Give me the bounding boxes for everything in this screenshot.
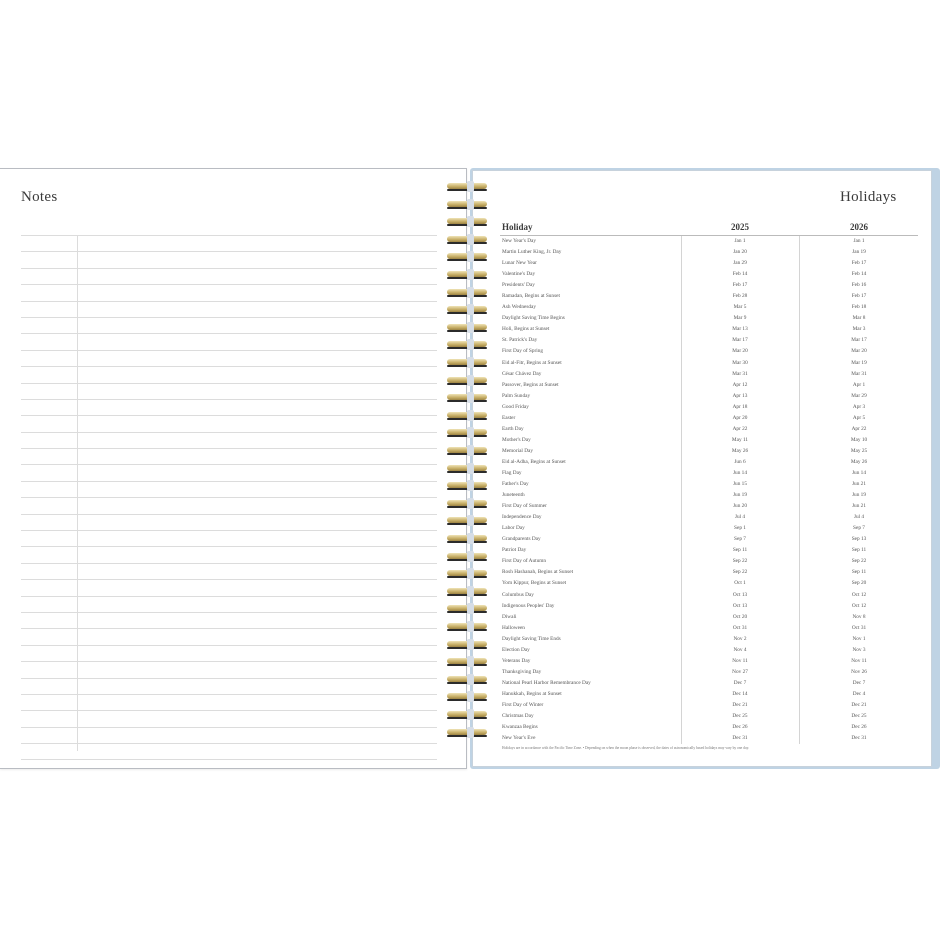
date-2025: Jan 29 — [733, 260, 747, 267]
holiday-row — [500, 689, 918, 700]
notes-title: Notes — [21, 189, 58, 205]
holiday-name: Hanukkah, Begins at Sunset — [502, 690, 562, 697]
notes-line[interactable] — [21, 563, 437, 579]
date-2026: Dec 21 — [851, 701, 867, 708]
coil-ring — [444, 462, 490, 475]
date-2025: Nov 2 — [733, 635, 747, 642]
holiday-name: National Pearl Harbor Remembrance Day — [502, 679, 591, 686]
holiday-name: Juneteenth — [502, 492, 525, 499]
holiday-name: Kwanzaa Begins — [502, 724, 538, 731]
holiday-row — [500, 324, 918, 335]
holiday-name: Valentine's Day — [502, 271, 536, 278]
year-2026-header: 2026 — [850, 222, 868, 232]
coil-ring — [444, 268, 490, 281]
holiday-row — [500, 236, 918, 247]
coil-ring — [444, 479, 490, 492]
date-2026: Mar 17 — [851, 337, 867, 344]
holiday-name: Ramadan, Begins at Sunset — [502, 293, 560, 300]
notes-line[interactable] — [21, 432, 437, 448]
date-2026: Apr 5 — [852, 414, 866, 421]
holiday-name: Columbus Day — [502, 591, 534, 598]
notes-line[interactable] — [21, 694, 437, 710]
holiday-name: Easter — [502, 414, 516, 421]
date-2026: Mar 20 — [851, 348, 867, 355]
holiday-row — [500, 402, 918, 413]
notes-line[interactable] — [21, 546, 437, 562]
coil-ring — [444, 391, 490, 404]
date-2025: Sep 22 — [732, 558, 748, 565]
holiday-row — [500, 247, 918, 258]
holiday-row — [500, 634, 918, 645]
date-2025: Mar 20 — [732, 348, 748, 355]
date-2025: Sep 1 — [734, 525, 746, 532]
date-2026: Apr 3 — [852, 403, 866, 410]
date-2025: Mar 13 — [732, 326, 748, 333]
date-2026: Jan 19 — [852, 249, 866, 256]
holiday-name: Daylight Saving Time Begins — [502, 315, 565, 322]
notes-line[interactable] — [21, 710, 437, 726]
notes-line[interactable] — [21, 612, 437, 628]
notes-line[interactable] — [21, 366, 437, 382]
holiday-row — [500, 678, 918, 689]
holiday-name: Independence Day — [502, 514, 542, 521]
notes-line[interactable] — [21, 628, 437, 644]
notes-line[interactable] — [21, 464, 437, 480]
holiday-name: Halloween — [502, 624, 525, 631]
coil-ring — [444, 180, 490, 193]
date-2026: May 26 — [850, 458, 868, 465]
holiday-name: Holi, Begins at Sunset — [502, 326, 550, 333]
coil-ring — [444, 620, 490, 633]
date-2025: Sep 7 — [734, 536, 746, 543]
date-2025: Nov 11 — [732, 657, 748, 664]
holiday-name: Martin Luther King, Jr. Day — [502, 249, 562, 256]
holiday-row — [500, 601, 918, 612]
date-2026: Oct 12 — [851, 602, 867, 609]
notes-line[interactable] — [21, 268, 437, 284]
holiday-name: Earth Day — [502, 425, 524, 432]
holiday-name: Mother's Day — [502, 436, 531, 443]
date-2026: May 25 — [850, 447, 868, 454]
date-2026: Jun 14 — [852, 469, 866, 476]
notes-ruled-lines — [21, 235, 437, 760]
date-2026: Mar 29 — [851, 392, 867, 399]
holiday-name: Father's Day — [502, 481, 529, 488]
date-2026: Nov 3 — [852, 646, 866, 653]
coil-ring — [444, 638, 490, 651]
date-2025: Dec 21 — [732, 701, 748, 708]
date-2025: Dec 31 — [732, 735, 748, 742]
date-2026: Dec 7 — [852, 679, 866, 686]
date-2026: Apr 1 — [852, 381, 866, 388]
coil-ring — [444, 585, 490, 598]
notes-line[interactable] — [21, 251, 437, 267]
notes-line[interactable] — [21, 678, 437, 694]
date-2025: Feb 17 — [732, 282, 748, 289]
holiday-name: Veterans Day — [502, 657, 531, 664]
date-2025: Jun 6 — [734, 458, 746, 465]
holiday-row — [500, 523, 918, 534]
coil-ring — [444, 409, 490, 422]
date-2025: Oct 20 — [732, 613, 748, 620]
date-2026: Apr 22 — [851, 425, 867, 432]
holiday-row — [500, 258, 918, 269]
date-2026: Oct 12 — [851, 591, 867, 598]
date-2025: Oct 31 — [732, 624, 748, 631]
holiday-name: Rosh Hashanah, Begins at Sunset — [502, 569, 574, 576]
coil-ring — [444, 673, 490, 686]
spiral-binding-icon — [444, 180, 492, 760]
notes-line[interactable] — [21, 284, 437, 300]
holiday-name: Labor Day — [502, 525, 525, 532]
date-2025: Jun 14 — [733, 469, 747, 476]
date-2026: Nov 11 — [851, 657, 867, 664]
notes-line[interactable] — [21, 530, 437, 546]
holiday-name: Memorial Day — [502, 447, 534, 454]
holiday-row — [500, 302, 918, 313]
holiday-name: Flag Day — [502, 469, 522, 476]
holiday-row — [500, 567, 918, 578]
date-2025: Oct 13 — [732, 591, 748, 598]
date-2025: Feb 14 — [732, 271, 748, 278]
coil-ring — [444, 233, 490, 246]
footnote: Holidays are in accordance with the Pacific Time Zone. • Depending on when the moon phase is observed, the dates of astronomically based holidays may vary by one day. — [502, 746, 750, 750]
notes-margin-line — [77, 235, 78, 751]
holiday-row — [500, 335, 918, 346]
notes-line[interactable] — [21, 235, 437, 251]
date-2025: Sep 22 — [732, 569, 748, 576]
coil-ring — [444, 321, 490, 334]
coil-ring — [444, 426, 490, 439]
holiday-row — [500, 424, 918, 435]
date-2026: Oct 31 — [851, 624, 867, 631]
date-2025: Apr 22 — [732, 425, 748, 432]
date-2025: Apr 18 — [732, 403, 748, 410]
holiday-name: Diwali — [502, 613, 517, 620]
holiday-row — [500, 612, 918, 623]
holidays-table — [500, 236, 918, 744]
notes-line[interactable] — [21, 333, 437, 349]
notes-line[interactable] — [21, 448, 437, 464]
date-2026: May 10 — [850, 436, 868, 443]
holiday-name: Yom Kippur, Begins at Sunset — [502, 580, 567, 587]
coil-ring — [444, 497, 490, 510]
notes-line[interactable] — [21, 579, 437, 595]
holiday-name: First Day of Summer — [502, 503, 547, 510]
coil-ring — [444, 708, 490, 721]
notes-line[interactable] — [21, 383, 437, 399]
holiday-row — [500, 623, 918, 634]
notes-line[interactable] — [21, 514, 437, 530]
holiday-name: First Day of Autumn — [502, 558, 546, 565]
date-2025: Nov 4 — [733, 646, 747, 653]
holiday-name: St. Patrick's Day — [502, 337, 538, 344]
coil-ring — [444, 602, 490, 615]
date-2025: Dec 14 — [732, 690, 748, 697]
holiday-row — [500, 457, 918, 468]
holiday-row — [500, 590, 918, 601]
holiday-row — [500, 711, 918, 722]
holiday-row — [500, 578, 918, 589]
holiday-name: First Day of Winter — [502, 701, 544, 708]
holiday-row — [500, 291, 918, 302]
coil-ring — [444, 690, 490, 703]
holiday-row — [500, 269, 918, 280]
date-2026: Sep 13 — [851, 536, 867, 543]
holiday-name: Christmas Day — [502, 713, 534, 720]
holiday-row — [500, 479, 918, 490]
date-2026: Dec 4 — [852, 690, 866, 697]
coil-ring — [444, 655, 490, 668]
notes-line[interactable] — [21, 481, 437, 497]
coil-ring — [444, 303, 490, 316]
date-2026: Feb 16 — [851, 282, 867, 289]
date-2026: Sep 22 — [851, 558, 867, 565]
date-2025: Mar 9 — [733, 315, 747, 322]
date-2026: Mar 19 — [851, 359, 867, 366]
date-2026: Feb 14 — [851, 271, 867, 278]
holiday-row — [500, 656, 918, 667]
holiday-row — [500, 313, 918, 324]
holiday-name: Election Day — [502, 646, 530, 653]
holiday-row — [500, 556, 918, 567]
date-2026: Mar 3 — [852, 326, 866, 333]
holiday-name: Patriot Day — [502, 547, 527, 554]
date-2025: Sep 11 — [732, 547, 748, 554]
date-2026: Feb 18 — [851, 304, 867, 311]
notes-line[interactable] — [21, 415, 437, 431]
holiday-name: Good Friday — [502, 403, 529, 410]
date-2025: Mar 30 — [732, 359, 748, 366]
date-2025: May 26 — [731, 447, 749, 454]
date-2025: Jul 4 — [734, 514, 746, 521]
holiday-name: New Year's Day — [502, 238, 537, 244]
holiday-name: Palm Sunday — [502, 392, 531, 399]
holiday-row — [500, 512, 918, 523]
holiday-row — [500, 667, 918, 678]
date-2025: Dec 7 — [733, 679, 747, 686]
notes-line[interactable] — [21, 301, 437, 317]
notes-line[interactable] — [21, 350, 437, 366]
date-2025: Mar 17 — [732, 337, 748, 344]
holiday-name: César Chávez Day — [502, 370, 542, 377]
holiday-name: Eid al-Fitr, Begins at Sunset — [502, 359, 562, 366]
notes-line[interactable] — [21, 317, 437, 333]
date-2025: Jun 20 — [733, 503, 747, 510]
holiday-row — [500, 380, 918, 391]
date-2026: Jun 19 — [852, 492, 866, 499]
date-2025: Dec 25 — [732, 713, 748, 720]
date-2025: Mar 5 — [733, 304, 747, 311]
date-2025: May 11 — [731, 436, 749, 443]
holiday-row — [500, 545, 918, 556]
holiday-row — [500, 358, 918, 369]
notes-line[interactable] — [21, 596, 437, 612]
date-2025: Mar 31 — [732, 370, 748, 377]
date-2026: Dec 31 — [851, 735, 867, 742]
coil-ring — [444, 215, 490, 228]
year-2025-header: 2025 — [731, 222, 749, 232]
holiday-row — [500, 391, 918, 402]
holiday-row — [500, 722, 918, 733]
date-2026: Dec 25 — [851, 713, 867, 720]
holiday-row — [500, 490, 918, 501]
coil-ring — [444, 286, 490, 299]
coil-ring — [444, 444, 490, 457]
date-2025: Apr 13 — [732, 392, 748, 399]
date-2025: Apr 12 — [732, 381, 748, 388]
date-2026: Sep 20 — [851, 580, 867, 587]
date-2025: Jan 20 — [733, 249, 747, 256]
holiday-row — [500, 369, 918, 380]
date-2026: Jul 4 — [853, 514, 865, 521]
holiday-name: Lunar New Year — [502, 260, 537, 267]
holiday-row — [500, 733, 918, 744]
coil-ring — [444, 532, 490, 545]
date-2026: Feb 17 — [851, 260, 867, 267]
holiday-row — [500, 468, 918, 479]
holidays-title: Holidays — [840, 189, 897, 205]
coil-ring — [444, 338, 490, 351]
coil-ring — [444, 514, 490, 527]
coil-ring — [444, 250, 490, 263]
date-2026: Jun 21 — [852, 481, 866, 488]
coil-ring — [444, 550, 490, 563]
holiday-column-header: Holiday — [502, 222, 533, 232]
date-2025: Nov 27 — [732, 668, 748, 675]
coil-ring — [444, 567, 490, 580]
notes-line[interactable] — [21, 661, 437, 677]
date-2026: Sep 7 — [853, 525, 865, 532]
holiday-row — [500, 346, 918, 357]
holiday-name: New Year's Eve — [502, 735, 536, 742]
coil-ring — [444, 726, 490, 739]
holiday-name: Eid al-Adha, Begins at Sunset — [502, 458, 566, 465]
notes-line[interactable] — [21, 645, 437, 661]
date-2026: Sep 11 — [851, 569, 867, 576]
holiday-name: Passover, Begins at Sunset — [502, 381, 559, 388]
date-2025: Jan 1 — [734, 238, 746, 244]
notes-line[interactable] — [21, 399, 437, 415]
date-2025: Apr 20 — [732, 414, 748, 421]
date-2026: Mar 8 — [852, 315, 866, 322]
coil-ring — [444, 374, 490, 387]
date-2026: Sep 11 — [851, 547, 867, 554]
holiday-name: Indigenous Peoples' Day — [502, 602, 555, 609]
holiday-row — [500, 700, 918, 711]
notes-line[interactable] — [21, 497, 437, 513]
holiday-row — [500, 501, 918, 512]
date-2025: Jun 19 — [733, 492, 747, 499]
holiday-row — [500, 280, 918, 291]
date-2025: Oct 13 — [732, 602, 748, 609]
date-2026: Nov 8 — [852, 613, 866, 620]
holiday-row — [500, 435, 918, 446]
date-2026: Nov 26 — [851, 668, 867, 675]
holiday-name: Presidents' Day — [502, 282, 535, 289]
date-2026: Jan 1 — [853, 238, 865, 244]
holiday-name: First Day of Spring — [502, 348, 544, 355]
coil-ring — [444, 198, 490, 211]
date-2025: Dec 26 — [732, 724, 748, 731]
holiday-name: Grandparents Day — [502, 536, 541, 543]
holiday-row — [500, 413, 918, 424]
date-2026: Dec 26 — [851, 724, 867, 731]
holiday-row — [500, 645, 918, 656]
date-2026: Jun 21 — [852, 503, 866, 510]
date-2025: Feb 28 — [732, 293, 748, 300]
holiday-name: Thanksgiving Day — [502, 668, 542, 675]
holiday-row — [500, 446, 918, 457]
holiday-row — [500, 534, 918, 545]
coil-ring — [444, 356, 490, 369]
date-2025: Jun 15 — [733, 481, 747, 488]
date-2025: Oct 1 — [734, 580, 746, 587]
holiday-name: Daylight Saving Time Ends — [502, 635, 561, 642]
date-2026: Feb 17 — [851, 293, 867, 300]
notes-line[interactable] — [21, 727, 437, 743]
notes-line[interactable] — [21, 743, 437, 759]
date-2026: Mar 31 — [851, 370, 867, 377]
holiday-name: Ash Wednesday — [502, 304, 537, 311]
date-2026: Nov 1 — [852, 635, 866, 642]
